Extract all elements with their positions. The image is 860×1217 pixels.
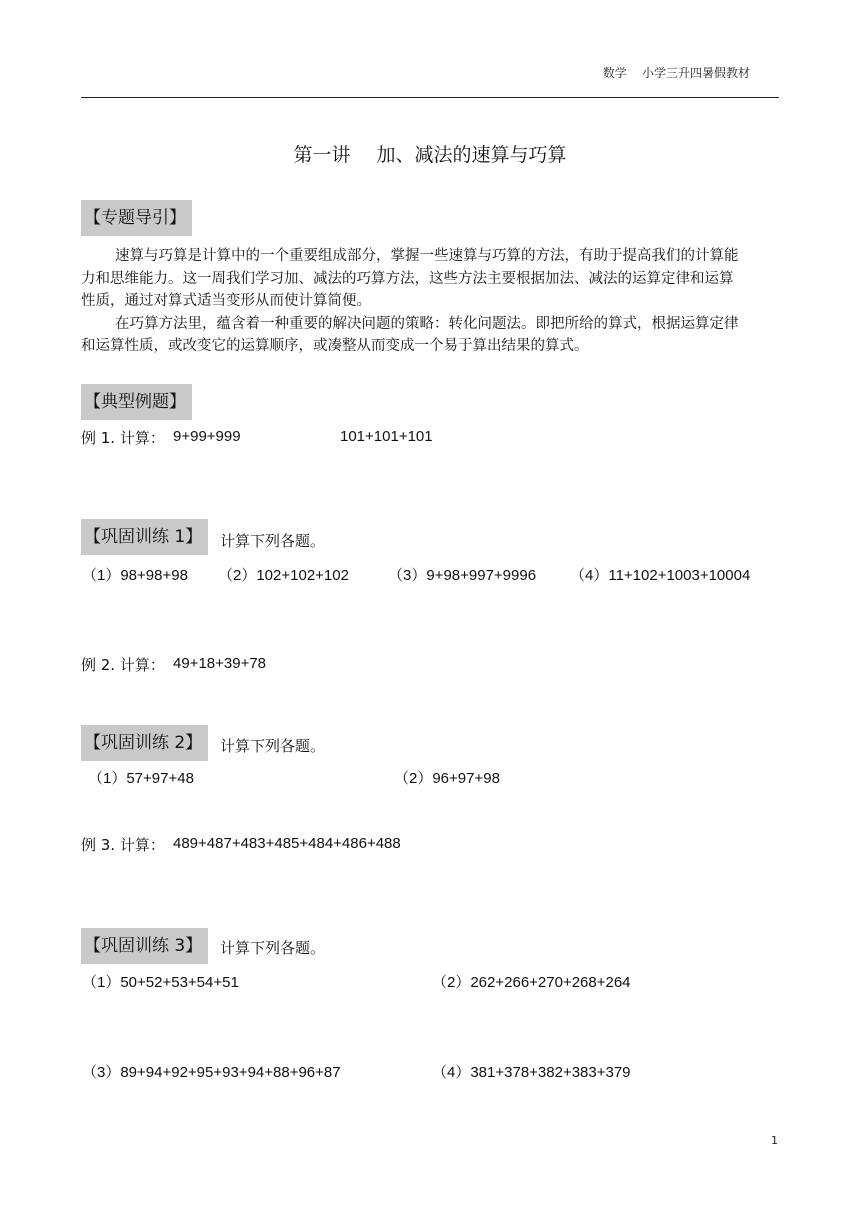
lesson-topic: 加、减法的速算与巧算 <box>376 144 567 166</box>
practice-3-item-1: （1）50+52+53+54+51 <box>82 974 239 991</box>
practice-1-instruction: 计算下列各题。 <box>220 532 326 550</box>
example-2-label: 例 2. 计算： <box>81 656 165 674</box>
practice-3-instruction: 计算下列各题。 <box>220 939 326 957</box>
practice-1-item-3: （3）9+98+997+9996 <box>388 567 537 584</box>
header-divider <box>81 97 779 98</box>
practice-3-item-4: （4）381+378+382+383+379 <box>432 1064 631 1081</box>
intro-text <box>81 245 741 358</box>
example-2-expr: 49+18+39+78 <box>173 655 267 672</box>
intro-paragraph-2: 在巧算方法里，蕴含着一种重要的解决问题的策略：转化问题法。即把所给的算式，根据运算定律和运算性质，或改变它的运算顺序，或凑整从而变成一个易于算出结果的算式。 <box>81 315 739 354</box>
practice-1-item-4: （4）11+102+1003+10004 <box>570 567 751 584</box>
practice-2-item-1: （1）57+97+48 <box>88 770 194 787</box>
example-1-expr-2: 101+101+101 <box>340 428 433 445</box>
intro-section-tag: 【专题导引】 <box>81 200 192 236</box>
examples-section-tag: 【典型例题】 <box>81 384 192 420</box>
intro-paragraph-1: 速算与巧算是计算中的一个重要组成部分，掌握一些速算与巧算的方法，有助于提高我们的计算能力和思维能力。这一周我们学习加、减法的巧算方法，这些方法主要根据加法、减法的运算定律和运算性质，通过对算式适当变形从而使计算简便。 <box>81 248 739 309</box>
example-1-expr-1: 9+99+999 <box>173 428 241 445</box>
practice-1-item-2: （2）102+102+102 <box>218 567 349 584</box>
page-title <box>0 140 860 167</box>
example-3-expr: 489+487+483+485+484+486+488 <box>173 835 401 852</box>
practice-3-tag: 【巩固训练 3】 <box>81 928 208 964</box>
practice-2-tag: 【巩固训练 2】 <box>81 725 208 761</box>
practice-1-item-1: （1）98+98+98 <box>82 567 188 584</box>
practice-3-item-2: （2）262+266+270+268+264 <box>432 974 631 991</box>
practice-1-tag: 【巩固训练 1】 <box>81 519 208 555</box>
lesson-number: 第一讲 <box>293 144 351 166</box>
practice-2-instruction: 计算下列各题。 <box>220 737 326 755</box>
example-3-label: 例 3. 计算： <box>81 836 165 854</box>
page-number: 1 <box>771 1134 778 1147</box>
practice-2-item-2: （2）96+97+98 <box>394 770 500 787</box>
example-1-label: 例 1. 计算： <box>81 429 165 447</box>
header-text: 数学 小学三升四暑假教材 <box>602 66 750 80</box>
practice-3-item-3: （3）89+94+92+95+93+94+88+96+87 <box>82 1064 341 1081</box>
